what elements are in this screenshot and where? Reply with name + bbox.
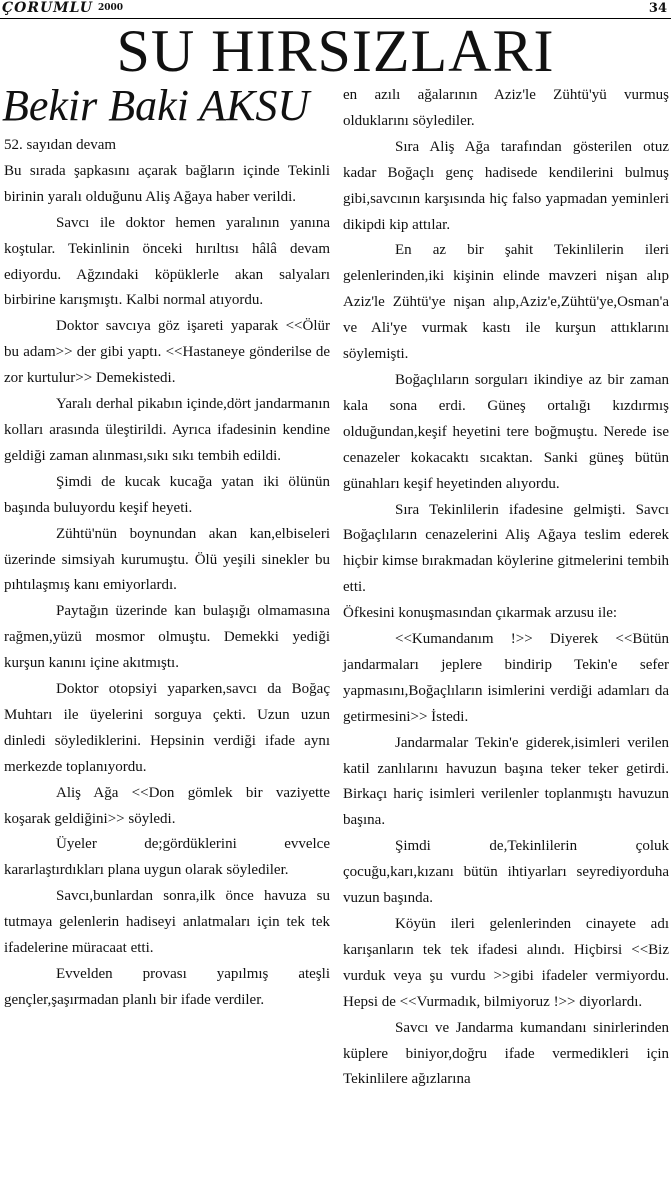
paragraph: Savcı,bunlardan sonra,ilk önce havuza su tutmaya gelenlerin hadiseyi anlatmaları için tek tek ifadelerine müracaat etti. <box>4 888 330 957</box>
paragraph: Sıra Aliş Ağa tarafından gösterilen otuz kadar Boğaçlı genç hadisede kendilerini bulmuş gibi,savcının karşısında hiç falso yapmadan yeminleri dikipdi kip attılar. <box>343 138 669 233</box>
paragraph: Doktor otopsiyi yaparken,savcı da Boğaç Muhtarı ile üyelerini sorguya çekti. Uzun uzun dinledi söylediklerini. Hepsinin verdiği ifade aynı merkezde toplanıyordu. <box>4 681 330 775</box>
article-author: Bekir Baki AKSU <box>2 81 310 130</box>
paragraph: Köyün ileri gelenlerinden cinayete adı karışanların tek tek ifadesi alındı. Hiçbirsi <<Biz vurduk veya şu vurdu >>gibi ifadeler vermiyordu. Hepsi de <<Vurmadık, bilmiyoruz !>> diyorlardı. <box>343 916 669 1010</box>
paragraph: Sıra Tekinlilerin ifadesine gelmişti. Savcı Boğaçlıların cenazelerini Aliş Ağaya teslim ederek hiçbir kimse bırakmadan köylerine gitmelerini tembih etti. <box>343 501 669 596</box>
article-title: SU HIRSIZLARI <box>116 18 555 84</box>
masthead <box>0 0 671 19</box>
paragraph: en azılı ağalarının Aziz'le Zühtü'yü vurmuş olduklarını söylediler. <box>343 87 669 129</box>
paragraph: Evvelden provası yapılmış ateşli gençler,şaşırmadan planlı bir ifade verdiler. <box>4 966 330 1008</box>
paragraph: Şimdi de,Tekinlilerin çoluk çocuğu,karı,kızanı bütün ihtiyarları seyrediyorduha vuzun başında. <box>343 838 669 907</box>
paragraph: Zühtü'nün boynundan akan kan,elbiseleri üzerinde simsiyah kurumuştu. Ölü yeşili sinekler bu pıhtılaşmış kanı emiyorlardı. <box>4 525 330 594</box>
paragraph: 52. sayıdan devam <box>4 137 117 153</box>
paragraph: Jandarmalar Tekin'e giderek,isimleri verilen katil zanlılarını havuzun başına teker teker getirdi. Birkaçı hariç isimleri verilenler toplanmıştı havuzun başına. <box>343 734 669 829</box>
paragraph: <<Kumandanım !>> Diyerek <<Bütün jandarmaları jeplere bindirip Tekin'e sefer yapmasını,Boğaçlıların isimlerini verdiği adamları da getirmesini>> İstedi. <box>343 631 669 725</box>
publication-year: 2000 <box>98 3 124 13</box>
paragraph: Aliş Ağa <<Don gömlek bir vaziyette koşarak geldiğini>> söyledi. <box>4 784 330 827</box>
paragraph: Savcı ve Jandarma kumandanı sinirlerinden küplere biniyor,doğru ifade vermedikleri için Tekinlilere ağızlarına <box>343 1019 669 1088</box>
paragraph: Şimdi de kucak kucağa yatan iki ölünün başında buluyordu keşif heyeti. <box>4 473 330 516</box>
paragraph: Doktor savcıya göz işareti yaparak <<Ölür bu adam>> der gibi yaptı. <<Hastaneye gönderilse de zor kurtulur>> Demekistedi. <box>4 318 330 387</box>
paragraph: Yaralı derhal pikabın içinde,dört jandarmanın kolları arasında üleştirildi. Ayrıca ifadesinin kendine geldiği zaman alınması,sıkı sıkı tembih edildi. <box>4 396 330 464</box>
page-number: 34 <box>648 1 667 16</box>
paragraph: Boğaçlıların sorguları ikindiye az bir zaman kala sona erdi. Güneş ortalığı kızdırmış olduğundan,keşif heyetini tere boğmuştu. Nerede ise cenazeler kokacaktı sıcaktan. Sanki güneş bütün günahları keşif heyetinden alıyordu. <box>343 371 669 492</box>
paragraph: Bu sırada şapkasını açarak bağların içinde Tekinli birinin yaralı olduğunu Aliş Ağaya haber verildi. <box>4 162 330 205</box>
paragraph: Öfkesini konuşmasından çıkarmak arzusu ile: <box>343 605 618 622</box>
paragraph: En az bir şahit Tekinlilerin ileri gelenlerinden,iki kişinin elinde mavzeri nişan alıp Aziz'le Zühtü'ye nişan alıp,Aziz'e,Zühtü'ye,Osman'a ve Ali'ye vurmak kastı ile kurşun attıklarını söylemişti. <box>343 242 669 363</box>
paragraph: Paytağın üzerinde kan bulaşığı olmamasına rağmen,yüzü mosmor olmuştu. Demekki yediği kurşun kanını içine akıtmıştı. <box>4 603 330 672</box>
paragraph: Üyeler de;gördüklerini evvelce kararlaştırdıkları plana uygun olarak söylediler. <box>4 836 330 879</box>
paragraph: Savcı ile doktor hemen yaralının yanına koştular. Tekinlinin önceki hırıltısı hâlâ devam ediyordu. Ağzındaki köpüklerle akan salyaları birbirine karışmıştı. Kalbi normal atıyordu. <box>4 214 330 309</box>
right-column <box>343 83 669 1093</box>
left-column <box>4 133 330 1014</box>
publication-logo: ÇORUMLU <box>2 0 93 16</box>
